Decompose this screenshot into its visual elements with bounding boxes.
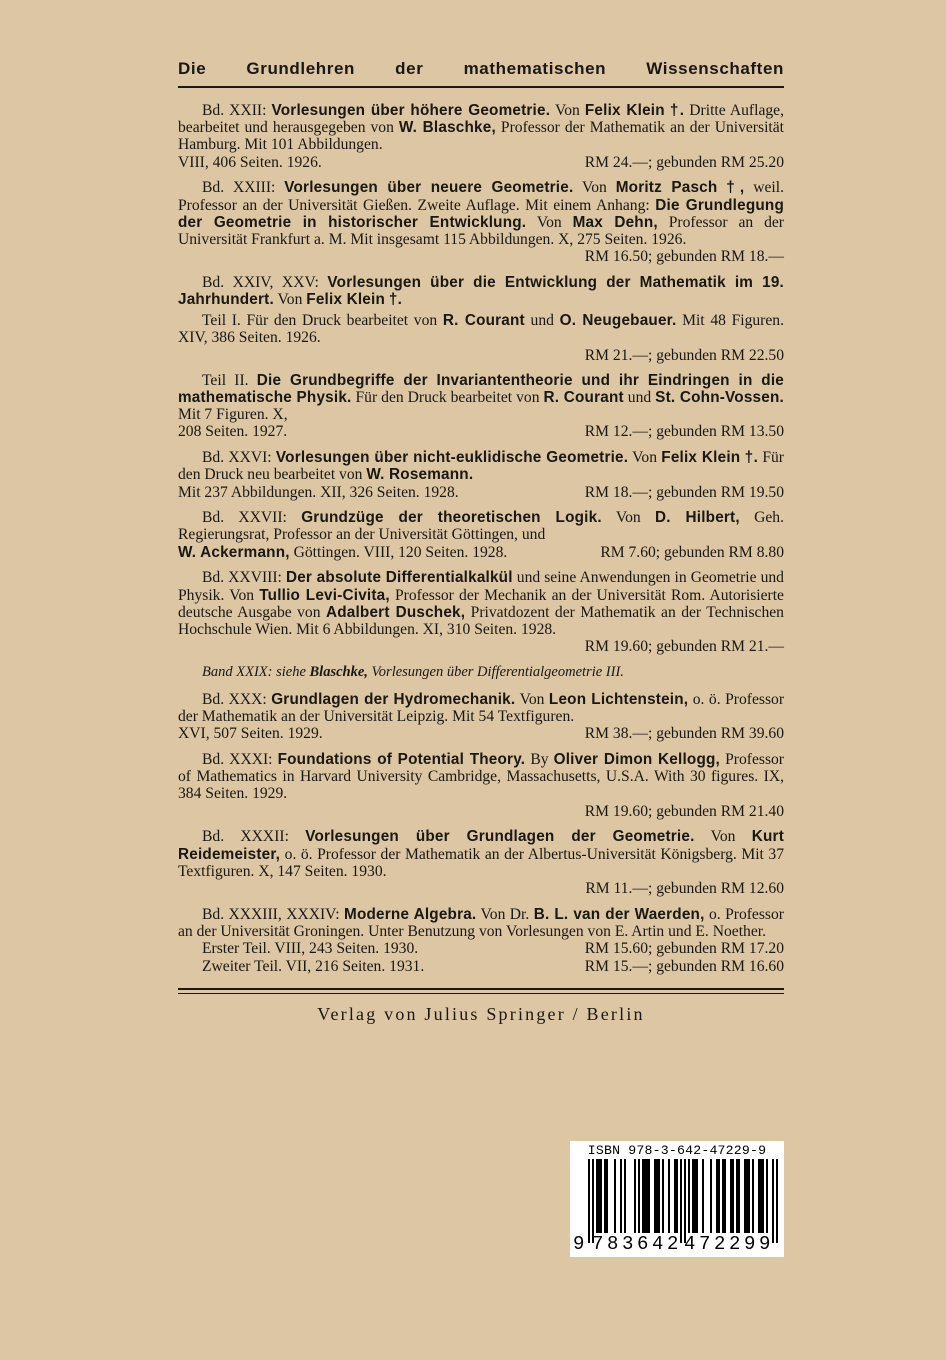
dagger-mark: †.	[388, 291, 403, 309]
book-info: VIII, 406 Seiten. 1926.	[178, 153, 322, 171]
book-info: Göttingen. VIII, 120 Seiten. 1928.	[293, 543, 508, 561]
editor-name: R. Courant	[543, 389, 624, 407]
barcode-bar	[654, 1159, 656, 1233]
author-name: Adalbert Duschek,	[325, 603, 466, 621]
barcode-bar	[694, 1159, 696, 1233]
catalog-entry-xxxi: Bd. XXXI: Foundations of Potential Theory. By Oliver Dimon Kellogg, Professor of Mathematics in Harvard University Cambridge, Massachusetts, U.S.A. With 30 figures. IX, 384 Seiten. 1929. RM 19.60; gebunden RM 21.40	[178, 751, 784, 820]
author-name: Tullio Levi-Civita,	[259, 586, 390, 604]
book-info: 208 Seiten. 1927.	[178, 423, 288, 441]
dagger-mark: †.	[744, 449, 759, 467]
price: RM 7.60; gebunden RM 8.80	[600, 543, 784, 561]
barcode-bar	[766, 1159, 768, 1233]
catalog-entry-xxiii: Bd. XXIII: Vorlesungen über neuere Geometrie. Von Moritz Pasch †, weil. Professor an der Universität Gießen. Zweite Auflage. Mit einem Anhang: Die Grundlegung der Geometrie in historischer Entwicklung. Von Max Dehn, Professor an der Universität Frankfurt a. M. Mit insgesamt 115 Abbildungen. X, 275 Seiten. 1926. RM 16.50; gebunden RM 18.—	[178, 179, 785, 266]
book-info: XVI, 507 Seiten. 1929.	[178, 725, 323, 743]
volume-number: Bd. XXXII:	[202, 828, 289, 846]
barcode-bar	[702, 1159, 704, 1233]
description: o. ö. Professor der Mathematik an der Albertus-Universität Königsberg. Mit 37 Textfiguren. X, 147 Seiten. 1930.	[178, 845, 784, 880]
description: Dritte Auflage, bearbeitet und herausgegeben von	[178, 102, 784, 137]
page-content	[178, 58, 784, 1025]
book-info: Erster Teil. VIII, 243 Seiten. 1930.	[202, 940, 419, 958]
info-price-row	[178, 484, 784, 501]
barcode-bar	[614, 1159, 616, 1233]
catalog-list	[178, 102, 784, 976]
barcode-bar	[644, 1159, 646, 1233]
barcode-bar	[646, 1159, 648, 1233]
barcode-bar	[718, 1159, 720, 1233]
catalog-entry-xxxii: Bd. XXXII: Vorlesungen über Grundlagen der Geometrie. Von Kurt Reidemeister, o. ö. Professor der Mathematik an der Albertus-Universität Königsberg. Mit 37 Textfiguren. X, 147 Seiten. 1930. RM 11.—; gebunden RM 12.60	[178, 828, 785, 897]
description: Für den Druck neu bearbeitet von	[178, 449, 784, 484]
ean-first-digit: 9	[573, 1233, 585, 1255]
info-price-row	[178, 544, 784, 561]
book-title: Foundations of Potential Theory.	[277, 751, 526, 768]
author-name: Felix Klein	[584, 102, 665, 119]
author-name: Leon Lichtenstein,	[548, 690, 689, 708]
barcode-bar	[598, 1159, 600, 1233]
description: Geh. Regierungsrat, Professor an der Universität Göttingen, und	[178, 509, 784, 544]
ean-left-digits: 783642	[592, 1233, 683, 1255]
barcode-bar	[722, 1159, 724, 1233]
price: RM 18.—; gebunden RM 19.50	[584, 483, 784, 501]
price: RM 19.60; gebunden RM 21.40	[584, 802, 784, 820]
divider	[178, 988, 784, 994]
price: RM 12.—; gebunden RM 13.50	[584, 423, 784, 441]
price: RM 15.—; gebunden RM 16.60	[584, 958, 784, 976]
volume-note: Band XXIX: siehe Blaschke, Vorlesungen über Differentialgeometrie III.	[202, 663, 624, 680]
publisher-line: Verlag von Julius Springer / Berlin	[317, 1004, 645, 1025]
book-info: Zweiter Teil. VII, 216 Seiten. 1931.	[202, 958, 425, 976]
barcode-bar	[620, 1159, 622, 1233]
barcode-bar	[748, 1159, 750, 1233]
volume-number: Bd. XXVIII:	[202, 569, 282, 587]
barcode-bar	[752, 1159, 754, 1233]
barcode-bar	[738, 1159, 740, 1233]
book-title: Vorlesungen über nicht-euklidische Geometrie.	[275, 449, 629, 467]
dagger-mark: †.	[669, 102, 685, 119]
catalog-entry-xxviii	[178, 569, 784, 655]
price: RM 11.—; gebunden RM 12.60	[585, 879, 784, 897]
author-name: Felix Klein	[306, 291, 386, 309]
volume-number: Bd. XXIII:	[202, 179, 276, 197]
book-title: Grundlagen der Hydromechanik.	[271, 690, 516, 708]
barcode-bar	[696, 1159, 698, 1233]
catalog-entry-xxx: Bd. XXX: Grundlagen der Hydromechanik. Von Leon Lichtenstein, o. ö. Professor der Mathematik an der Universität Leipzig. Mit 54 Textfiguren. XVI, 507 Seiten. 1929. RM 38.—; gebunden RM 39.60	[178, 690, 785, 743]
barcode-bar	[716, 1159, 718, 1233]
price: RM 15.60; gebunden RM 17.20	[584, 940, 784, 958]
barcode-bar	[744, 1159, 746, 1233]
volume-number: Bd. XXXI:	[202, 751, 273, 768]
catalog-entry-xxvi: Bd. XXVI: Vorlesungen über nicht-euklidische Geometrie. Von Felix Klein †. Für den Druck neu bearbeitet von W. Rosemann. Mit 237 Abbildungen. XII, 326 Seiten. 1928. RM 18.—; gebunden RM 19.50	[178, 449, 784, 501]
barcode-bar	[656, 1159, 658, 1233]
barcode-bar	[606, 1159, 608, 1233]
volume-number: Bd. XXXIII, XXXIV:	[202, 905, 340, 923]
barcode-bar	[658, 1159, 660, 1233]
book-title: Moderne Algebra.	[344, 905, 477, 923]
barcode-bar	[760, 1159, 762, 1233]
catalog-entry-xxvii: Bd. XXVII: Grundzüge der theoretischen Logik. Von D. Hilbert, Geh. Regierungsrat, Professor an der Universität Göttingen, und W. Ackermann, Göttingen. VIII, 120 Seiten. 1928. RM 7.60; gebunden RM 8.80	[178, 509, 784, 561]
editor-name: St. Cohn-Vossen.	[655, 389, 784, 407]
book-title: Vorlesungen über Grundlagen der Geometrie.	[305, 828, 695, 846]
description: o. Professor an der Universität Groningen. Unter Benutzung von Vorlesungen von E. Artin und E. Noether.	[178, 905, 784, 940]
volume-number: Bd. XXIV, XXV:	[202, 273, 319, 291]
catalog-entry-xxii: Bd. XXII: Vorlesungen über höhere Geometrie. Von Felix Klein †. Dritte Auflage, bearbeitet und herausgegeben von W. Blaschke, Professor der Mathematik an der Universität Hamburg. Mit 101 Abbildungen. VIII, 406 Seiten. 1926. RM 24.—; gebunden RM 25.20	[178, 102, 784, 171]
description: Privatdozent der Mathematik an der Technischen Hochschule Wien. Mit 6 Abbildungen. XI, 310 Seiten. 1928.	[178, 603, 784, 638]
author-name: Kurt Reidemeister,	[178, 828, 785, 863]
barcode-bar	[668, 1159, 670, 1233]
book-info: Mit insgesamt 115 Abbildungen. X, 275 Seiten. 1926.	[350, 230, 687, 248]
author-name: Oliver Dimon Kellogg,	[553, 751, 720, 768]
barcode-bar	[730, 1159, 732, 1233]
barcode-bar	[688, 1159, 690, 1233]
part-label: Teil II.	[202, 371, 249, 389]
barcode-bar	[600, 1159, 602, 1233]
catalog-entry-xxxiii-xxxiv: Bd. XXXIII, XXXIV: Moderne Algebra. Von Dr. B. L. van der Waerden, o. Professor an der Universität Groningen. Unter Benutzung von Vorlesungen von E. Artin und E. Noether. Erster Teil. VIII, 243 Seiten. 1930. RM 15.60; gebunden RM 17.20 Zweiter Teil. VII, 216 Seiten. 1931. RM 15.—; gebunden RM 16.60	[178, 905, 784, 976]
part-row	[178, 958, 784, 976]
barcode-bar	[732, 1159, 734, 1233]
author-name: Blaschke,	[309, 663, 368, 680]
price: RM 16.50; gebunden RM 18.—	[584, 248, 784, 266]
barcode-bar	[746, 1159, 748, 1233]
description: Professor an der Universität Frankfurt a. M.	[178, 213, 784, 248]
book-title: Der absolute Differentialkalkül	[285, 569, 513, 587]
description: Professor der Mechanik an der Universität Rom. Autorisierte deutsche Ausgabe von	[178, 586, 784, 621]
editor-name: O. Neugebauer.	[559, 312, 677, 330]
barcode-bar	[634, 1159, 636, 1233]
author-name: Moritz Pasch	[615, 179, 718, 197]
description: Professor der Mathematik an der Universität Hamburg. Mit 101 Abbildungen.	[178, 119, 784, 154]
barcode-bar	[674, 1159, 676, 1233]
author-name: Felix Klein	[661, 449, 741, 467]
price: RM 21.—; gebunden RM 22.50	[584, 346, 784, 364]
dagger-mark: †,	[726, 179, 745, 197]
book-title: Vorlesungen über die Entwicklung der Mathematik im 19. Jahrhundert.	[178, 273, 785, 309]
description: und seine Anwendungen in Geometrie und Physik. Von	[178, 569, 784, 604]
barcode-bar	[596, 1159, 598, 1233]
info-price-row	[178, 725, 784, 742]
isbn-label: ISBN 978-3-642-47229-9	[587, 1143, 767, 1158]
book-info: Mit 7 Figuren. X,	[178, 406, 288, 424]
barcode-bar	[662, 1159, 664, 1233]
part-label: Teil I.	[202, 312, 241, 330]
barcode-bar	[724, 1159, 726, 1233]
part-row	[178, 940, 784, 958]
barcode-bar	[642, 1159, 644, 1233]
barcode-bar	[692, 1159, 694, 1233]
book-title: Vorlesungen über neuere Geometrie.	[284, 179, 574, 197]
description: weil. Professor an der Universität Gießen. Zweite Auflage. Mit einem Anhang:	[178, 179, 784, 214]
barcode-bar	[604, 1159, 606, 1233]
volume-number: Bd. XXVI:	[202, 449, 272, 467]
barcode-bar	[736, 1159, 738, 1233]
description: o. ö. Professor der Mathematik an der Universität Leipzig. Mit 54 Textfiguren.	[178, 690, 785, 726]
barcode-bar	[676, 1159, 678, 1233]
description: Professor of Mathematics in Harvard University Cambridge, Massachusetts, U.S.A. With 30 figures. IX, 384 Seiten. 1929.	[178, 751, 784, 803]
price: RM 24.—; gebunden RM 25.20	[584, 153, 784, 171]
book-title: Grundzüge der theoretischen Logik.	[301, 509, 602, 527]
volume-number: Bd. XXVII:	[202, 509, 287, 527]
barcode-bar	[638, 1159, 640, 1233]
catalog-entry-xxiv-xxv: Bd. XXIV, XXV: Vorlesungen über die Entwicklung der Mathematik im 19. Jahrhundert. Von Felix Klein †. Teil I. Für den Druck bearbeitet von R. Courant und O. Neugebauer. Mit 48 Figuren. XIV, 386 Seiten. 1926. RM 21.—; gebunden RM 22.50 Teil II. Die Grundbegriffe der Invariantentheorie und ihr Eindringen in die mathematische Physik. Für den Druck bearbeitet von R. Courant und St. Cohn-Vossen. Mit 7 Figuren. X, 208 Seiten. 1927. RM 12.—; gebunden RM 13.50	[178, 273, 785, 441]
book-info: Mit 237 Abbildungen. XII, 326 Seiten. 1928.	[178, 483, 459, 501]
author-name: B. L. van der Waerden,	[533, 905, 705, 923]
book-info: Mit 48 Figuren. XIV, 386 Seiten. 1926.	[178, 312, 784, 347]
editor-name: W. Blaschke,	[398, 119, 496, 137]
volume-number: Bd. XXX:	[202, 690, 267, 708]
editor-name: R. Courant	[442, 312, 525, 330]
appendix-title: Die Grundlegung der Geometrie in historischer Entwicklung.	[178, 196, 785, 231]
ean-right-digits: 472299	[684, 1233, 775, 1255]
series-title: Die Grundlehren der mathematischen Wissenschaften	[178, 58, 784, 88]
ean-digits	[570, 1231, 784, 1257]
info-price-row	[178, 154, 784, 171]
barcode-bar	[710, 1159, 712, 1233]
barcode-bar	[624, 1159, 626, 1233]
editor-name: W. Rosemann.	[366, 466, 474, 484]
volume-number: Bd. XXII:	[202, 102, 267, 119]
author-name: D. Hilbert,	[654, 509, 740, 527]
barcode-bar	[762, 1159, 764, 1233]
price: RM 38.—; gebunden RM 39.60	[584, 725, 784, 743]
info-price-row	[178, 423, 784, 440]
part-title: Die Grundbegriffe der Invariantentheorie und ihr Eindringen in die mathematische Physik.	[178, 371, 784, 407]
author-name: W. Ackermann,	[178, 543, 290, 561]
price: RM 19.60; gebunden RM 21.—	[584, 638, 784, 656]
isbn-barcode	[570, 1141, 784, 1257]
barcode-bar	[648, 1159, 650, 1233]
barcode-bar	[758, 1159, 760, 1233]
book-title: Vorlesungen über höhere Geometrie.	[271, 102, 551, 119]
author-name: Max Dehn,	[572, 213, 658, 231]
